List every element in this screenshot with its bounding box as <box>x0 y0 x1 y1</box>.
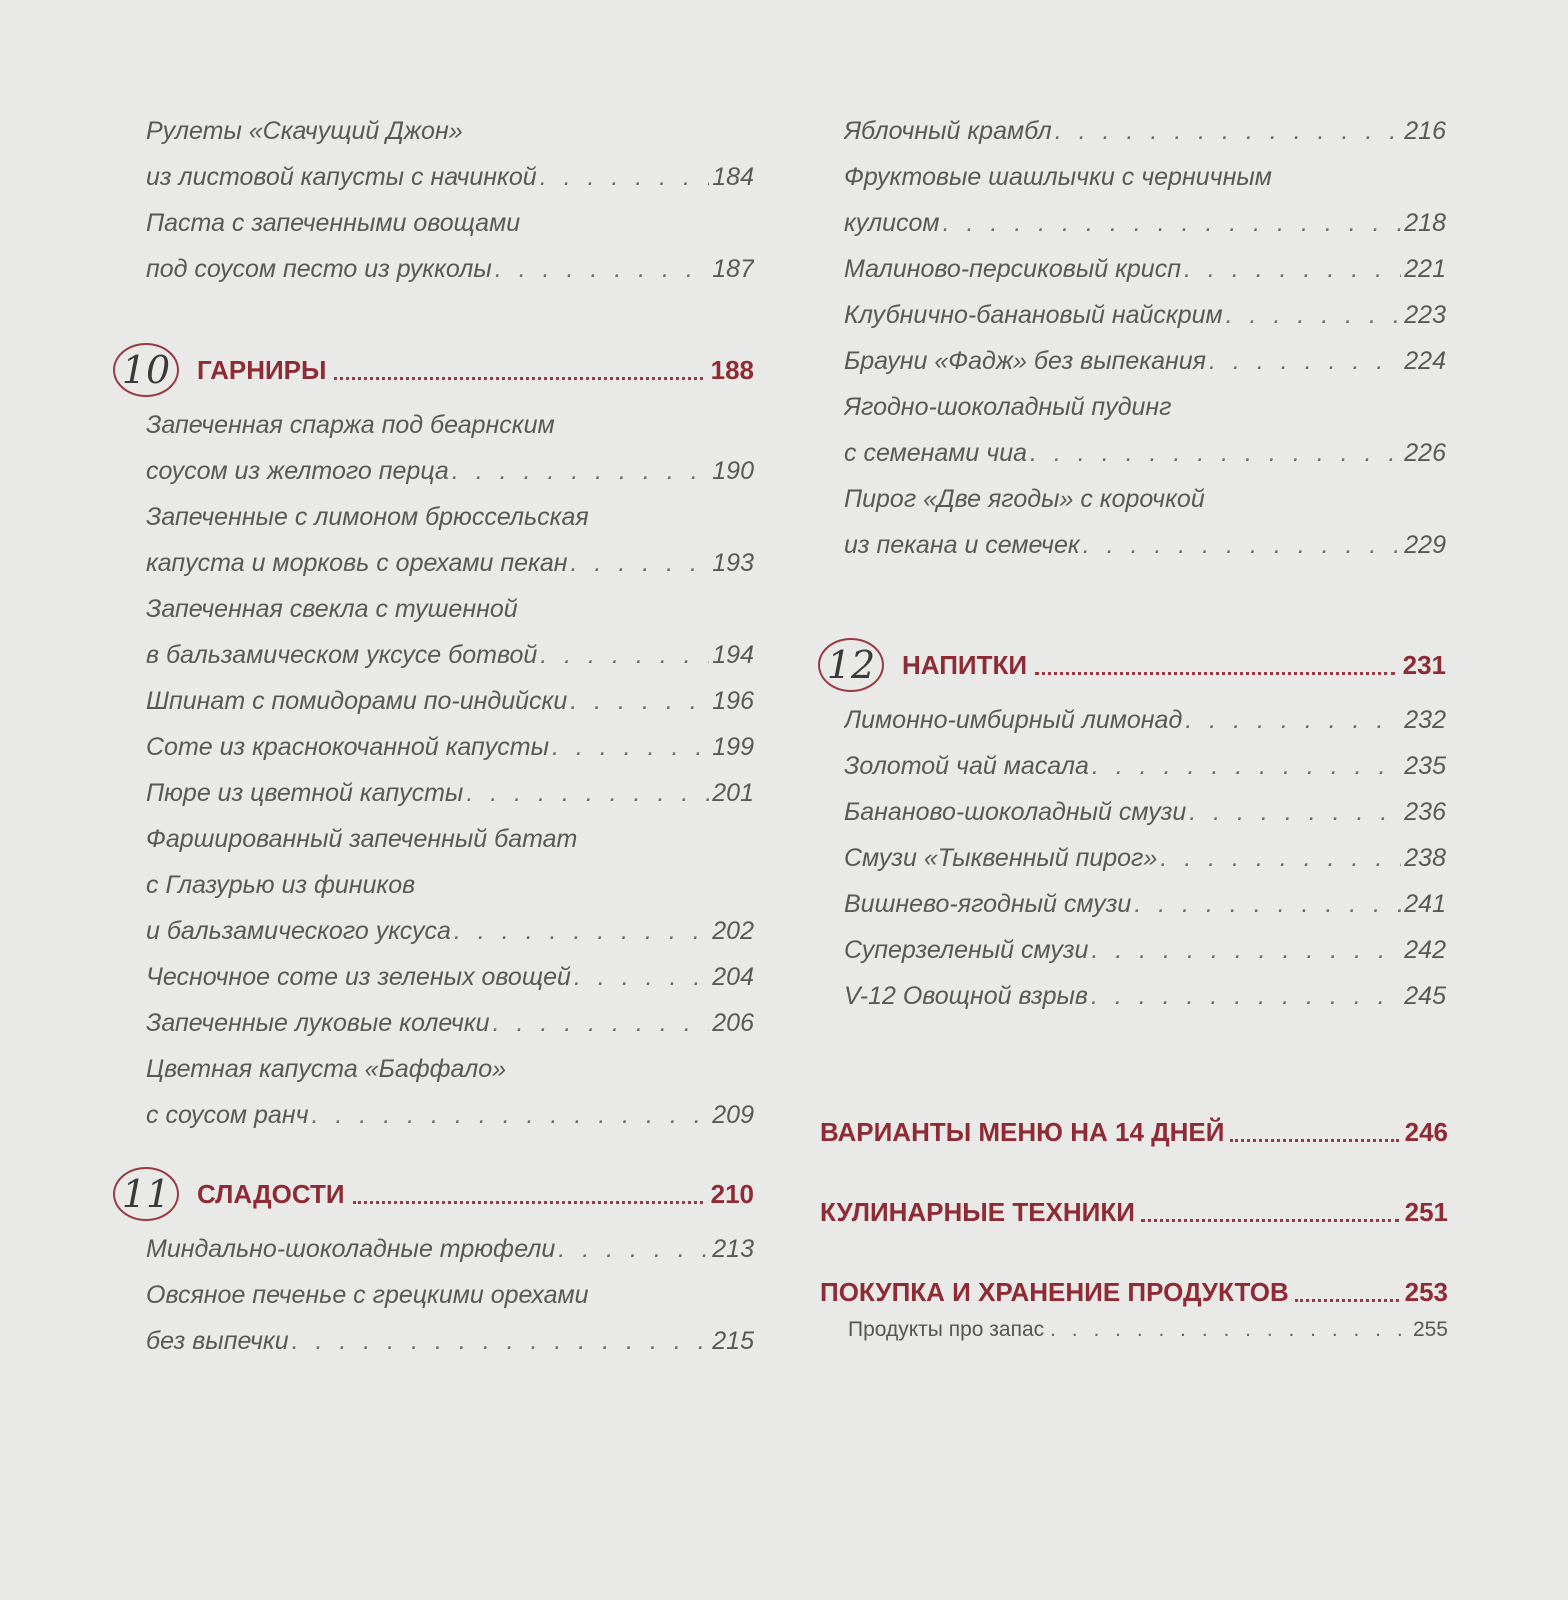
toc-entry <box>113 1226 754 1272</box>
toc-entry <box>818 154 1446 246</box>
entry-page: 187 <box>712 255 754 283</box>
entry-page: 229 <box>1404 531 1446 559</box>
appendix-title: ПОКУПКА И ХРАНЕНИЕ ПРОДУКТОВ <box>820 1276 1289 1307</box>
section-number-badge: 10 <box>113 343 179 397</box>
toc-entry <box>818 973 1446 1019</box>
entry-line: Запеченные луковые колечки <box>146 1009 490 1037</box>
leader-dots <box>570 678 709 724</box>
toc-entry <box>818 789 1446 835</box>
appendix-cooking-techniques <box>820 1192 1448 1232</box>
entry-page: 224 <box>1404 347 1446 375</box>
entry-line: из листовой капусты с начинкой <box>146 163 537 191</box>
toc-entry <box>818 476 1446 568</box>
leader-dots <box>1091 973 1401 1019</box>
entry-page: 204 <box>712 963 754 991</box>
entry-page: 184 <box>712 163 754 191</box>
entry-line: Яблочный крамбл <box>844 117 1052 145</box>
entry-line: с соусом ранч <box>146 1101 309 1129</box>
entry-line: Цветная капуста «Баффало» <box>146 1055 507 1083</box>
entry-page: 202 <box>712 917 754 945</box>
appendix-subentry <box>820 1312 1448 1348</box>
leader-dots <box>1083 522 1402 568</box>
entry-line: Соте из краснокочанной капусты <box>146 733 549 761</box>
entry-line: соусом из желтого перца <box>146 457 449 485</box>
entry-page: 206 <box>712 1009 754 1037</box>
entry-line: с семенами чиа <box>844 439 1028 467</box>
entry-line: Вишнево-ягодный смузи <box>844 890 1132 918</box>
leader-dots <box>1091 927 1401 973</box>
leader-dots <box>452 448 709 494</box>
entry-page: 235 <box>1404 752 1446 780</box>
toc-entry <box>113 724 754 770</box>
appendix-menu-14-days <box>820 1112 1448 1152</box>
toc-entry <box>113 1000 754 1046</box>
entry-page: 241 <box>1404 890 1446 918</box>
entry-line: кулисом <box>844 209 940 237</box>
leader-dots <box>1050 1312 1407 1348</box>
leader-dots <box>1230 1139 1398 1142</box>
section-number-badge: 11 <box>113 1167 179 1221</box>
entry-page: 216 <box>1404 117 1446 145</box>
entry-page: 193 <box>712 549 754 577</box>
section-page: 231 <box>1402 649 1446 680</box>
entry-line: Ягодно-шоколадный пудинг <box>844 393 1172 421</box>
entry-page: 226 <box>1404 439 1446 467</box>
leader-dots <box>1295 1299 1399 1302</box>
entry-line: Лимонно-имбирный лимонад <box>844 706 1183 734</box>
leader-dots <box>1134 881 1401 927</box>
entry-page: 209 <box>712 1101 754 1129</box>
leader-dots <box>312 1092 710 1138</box>
section-page: 188 <box>710 354 754 385</box>
entry-line: Запеченные с лимоном брюссельская <box>146 503 589 531</box>
leader-dots <box>558 1226 709 1272</box>
toc-column-left <box>113 108 754 1364</box>
entry-page: 213 <box>712 1235 754 1263</box>
toc-entry <box>113 954 754 1000</box>
section-heading-sweets <box>113 1162 754 1226</box>
toc-entry <box>113 108 754 200</box>
section-heading-garnishes <box>113 338 754 402</box>
entry-line: Клубнично-банановый найскрим <box>844 301 1223 329</box>
entry-page: 236 <box>1404 798 1446 826</box>
entry-line: Рулеты «Скачущий Джон» <box>146 117 463 145</box>
entry-page: 190 <box>712 457 754 485</box>
entry-page: 215 <box>712 1327 754 1355</box>
toc-entry <box>818 384 1446 476</box>
leader-dots <box>1189 789 1401 835</box>
leader-dots <box>1055 108 1402 154</box>
entry-line: V-12 Овощной взрыв <box>844 982 1088 1010</box>
toc-entry <box>818 292 1446 338</box>
entry-line: Бананово-шоколадный смузи <box>844 798 1187 826</box>
leader-dots <box>292 1318 710 1364</box>
toc-entry <box>818 697 1446 743</box>
toc-entry <box>818 927 1446 973</box>
entry-line: Пирог «Две ягоды» с корочкой <box>844 485 1205 513</box>
toc-entry <box>113 678 754 724</box>
entry-line: Шпинат с помидорами по-индийски <box>146 687 568 715</box>
entry-line: из пекана и семечек <box>844 531 1080 559</box>
entry-line: Овсяное печенье с грецкими орехами <box>146 1281 589 1309</box>
entry-line: капуста и морковь с орехами пекан <box>146 549 568 577</box>
toc-entry <box>113 494 754 586</box>
leader-dots <box>1030 430 1401 476</box>
appendix-page: 253 <box>1404 1276 1448 1307</box>
appendix-page: 246 <box>1404 1116 1448 1147</box>
entry-page: 199 <box>712 733 754 761</box>
appendix-title: ВАРИАНТЫ МЕНЮ НА 14 ДНЕЙ <box>820 1116 1225 1147</box>
leader-dots <box>1160 835 1401 881</box>
section-title: НАПИТКИ <box>902 649 1028 680</box>
toc-entry <box>818 246 1446 292</box>
leader-dots <box>1226 292 1402 338</box>
entry-line: Золотой чай масала <box>844 752 1089 780</box>
entry-line: и бальзамического уксуса <box>146 917 451 945</box>
entry-line: Суперзеленый смузи <box>844 936 1089 964</box>
toc-entry <box>818 108 1446 154</box>
entry-line: Паста с запеченными овощами <box>146 209 521 237</box>
entry-page: 242 <box>1404 936 1446 964</box>
entry-line: Запеченная свекла с тушенной <box>146 595 518 623</box>
entry-page: 218 <box>1404 209 1446 237</box>
entry-page: 196 <box>712 687 754 715</box>
toc-entry <box>818 881 1446 927</box>
entry-line: без выпечки <box>146 1327 289 1355</box>
appendix-buying-storage <box>820 1272 1448 1348</box>
entry-line: Запеченная спаржа под беарнским <box>146 411 555 439</box>
leader-dots <box>1209 338 1401 384</box>
section-number-badge: 12 <box>818 638 884 692</box>
leader-dots <box>1184 246 1401 292</box>
section-heading-drinks <box>818 633 1446 697</box>
leader-dots <box>466 770 709 816</box>
section-page: 210 <box>710 1178 754 1209</box>
leader-dots <box>334 377 702 380</box>
entry-page: 223 <box>1404 301 1446 329</box>
entry-line: в бальзамическом уксусе ботвой <box>146 641 538 669</box>
subentry-page: 255 <box>1412 1318 1448 1341</box>
toc-entry <box>818 743 1446 789</box>
appendix-title: КУЛИНАРНЫЕ ТЕХНИКИ <box>820 1196 1135 1227</box>
entry-page: 194 <box>712 641 754 669</box>
toc-entry <box>113 200 754 292</box>
toc-entry <box>818 835 1446 881</box>
entry-page: 201 <box>712 779 754 807</box>
toc-entry <box>113 402 754 494</box>
leader-dots <box>571 540 710 586</box>
toc-entry <box>113 816 754 954</box>
entry-line: Малиново-персиковый крисп <box>844 255 1181 283</box>
entry-line: Брауни «Фадж» без выпекания <box>844 347 1206 375</box>
toc-entry <box>113 770 754 816</box>
entry-page: 221 <box>1404 255 1446 283</box>
leader-dots <box>540 632 709 678</box>
entry-line: Чесночное соте из зеленых овощей <box>146 963 571 991</box>
entry-line: Пюре из цветной капусты <box>146 779 464 807</box>
leader-dots <box>454 908 709 954</box>
leader-dots <box>574 954 709 1000</box>
toc-entry <box>113 586 754 678</box>
leader-dots <box>540 154 710 200</box>
toc-entry <box>113 1272 754 1364</box>
leader-dots <box>353 1201 703 1204</box>
entry-page: 245 <box>1404 982 1446 1010</box>
entry-line: Смузи «Тыквенный пирог» <box>844 844 1158 872</box>
leader-dots <box>1185 697 1401 743</box>
toc-entry <box>113 1046 754 1138</box>
leader-dots <box>1035 672 1395 675</box>
leader-dots <box>493 1000 710 1046</box>
leader-dots <box>1092 743 1401 789</box>
toc-entry <box>818 338 1446 384</box>
section-title: СЛАДОСТИ <box>197 1178 345 1209</box>
entry-line: Фаршированный запеченный батат <box>146 825 578 853</box>
appendix-page: 251 <box>1404 1196 1448 1227</box>
leader-dots <box>552 724 709 770</box>
entry-line: под соусом песто из рукколы <box>146 255 492 283</box>
toc-column-right <box>818 108 1446 1019</box>
leader-dots <box>1141 1219 1399 1222</box>
entry-page: 238 <box>1404 844 1446 872</box>
leader-dots <box>943 200 1402 246</box>
subentry-title: Продукты про запас <box>848 1318 1045 1341</box>
entry-line: с Глазурью из фиников <box>146 871 416 899</box>
section-title: ГАРНИРЫ <box>197 354 327 385</box>
entry-line: Фруктовые шашлычки с черничным <box>844 163 1272 191</box>
leader-dots <box>495 246 710 292</box>
entry-line: Миндально-шоколадные трюфели <box>146 1235 556 1263</box>
entry-page: 232 <box>1404 706 1446 734</box>
